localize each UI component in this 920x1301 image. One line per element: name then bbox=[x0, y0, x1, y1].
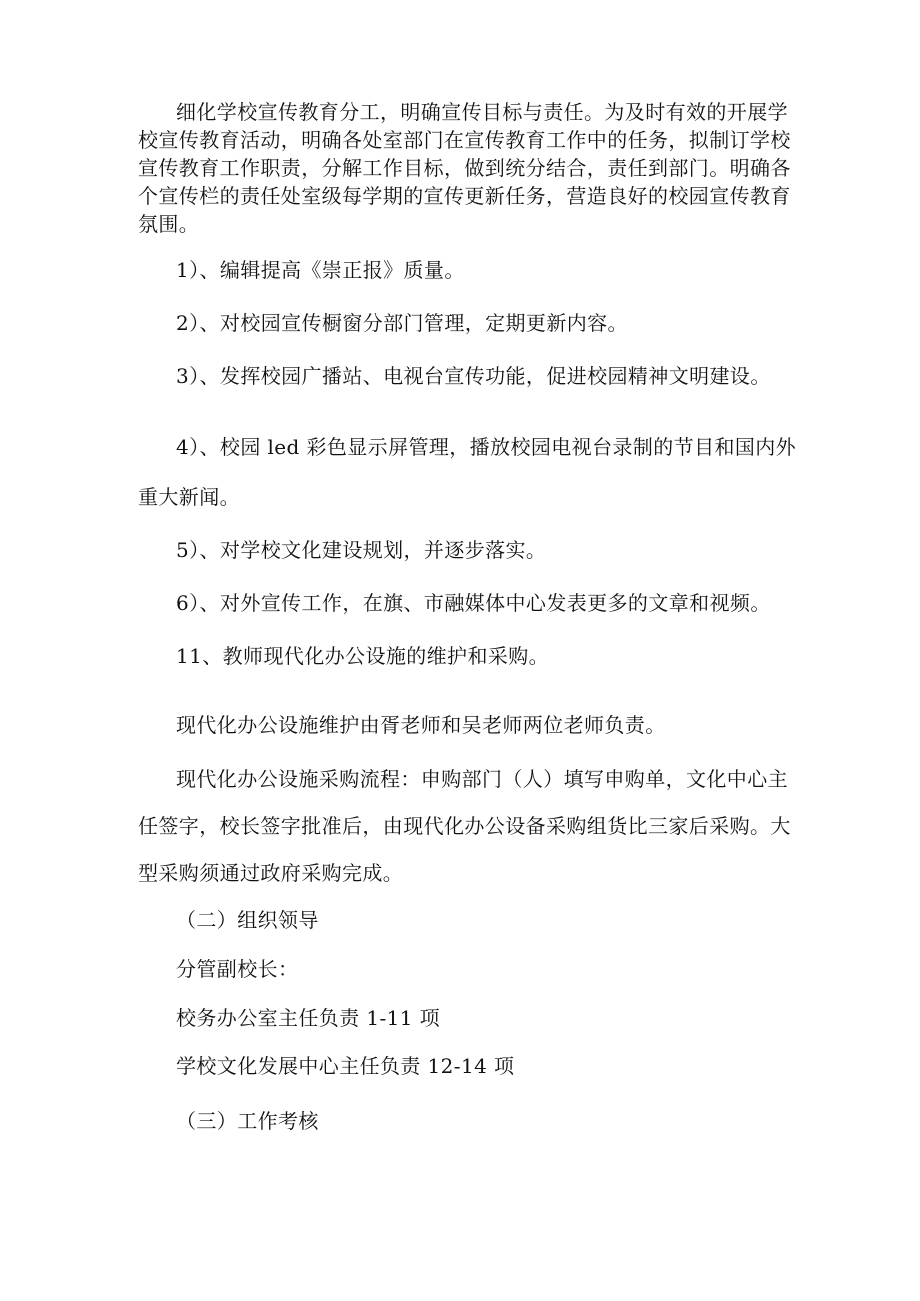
intro-line-5: 氛围。 bbox=[138, 212, 200, 236]
org-vice-principal: 分管副校长： bbox=[176, 957, 299, 981]
list-item-6: 6）、对外宣传工作，在旗、市融媒体中心发表更多的文章和视频。 bbox=[176, 591, 771, 615]
org-heading: （二）组织领导 bbox=[176, 908, 319, 932]
list-item-3: 3）、发挥校园广播站、电视台宣传功能，促进校园精神文明建设。 bbox=[176, 364, 771, 388]
procurement-line-2: 任签字，校长签字批准后，由现代化办公设备采购组货比三家后采购。大 bbox=[138, 814, 791, 838]
intro-line-1: 细化学校宣传教育分工，明确宣传目标与责任。为及时有效的开展学 bbox=[176, 100, 788, 124]
maintenance-text: 现代化办公设施维护由胥老师和吴老师两位老师负责。 bbox=[176, 713, 666, 737]
section-11-heading: 11、教师现代化办公设施的维护和采购。 bbox=[176, 644, 550, 668]
list-item-2: 2）、对校园宣传橱窗分部门管理，定期更新内容。 bbox=[176, 311, 628, 335]
list-item-1: 1）、编辑提高《崇正报》质量。 bbox=[176, 258, 465, 282]
intro-line-4: 个宣传栏的责任处室级每学期的宣传更新任务，营造良好的校园宣传教育 bbox=[138, 184, 791, 208]
org-office-director: 校务办公室主任负责 1-11 项 bbox=[176, 1006, 441, 1030]
list-item-4-line-2: 重大新闻。 bbox=[138, 485, 240, 509]
procurement-line-3: 型采购须通过政府采购完成。 bbox=[138, 861, 404, 885]
list-item-5: 5）、对学校文化建设规划，并逐步落实。 bbox=[176, 538, 547, 562]
intro-line-3: 宣传教育工作职责，分解工作目标，做到统分结合，责任到部门。明确各 bbox=[138, 156, 791, 180]
assessment-heading: （三）工作考核 bbox=[176, 1109, 319, 1133]
list-item-4-line-1: 4）、校园 led 彩色显示屏管理，播放校园电视台录制的节目和国内外 bbox=[176, 435, 797, 459]
intro-line-2: 校宣传教育活动，明确各处室部门在宣传教育工作中的任务，拟制订学校 bbox=[138, 128, 791, 152]
org-culture-director: 学校文化发展中心主任负责 12-14 项 bbox=[176, 1054, 515, 1078]
procurement-line-1: 现代化办公设施采购流程：申购部门（人）填写申购单，文化中心主 bbox=[176, 767, 788, 791]
